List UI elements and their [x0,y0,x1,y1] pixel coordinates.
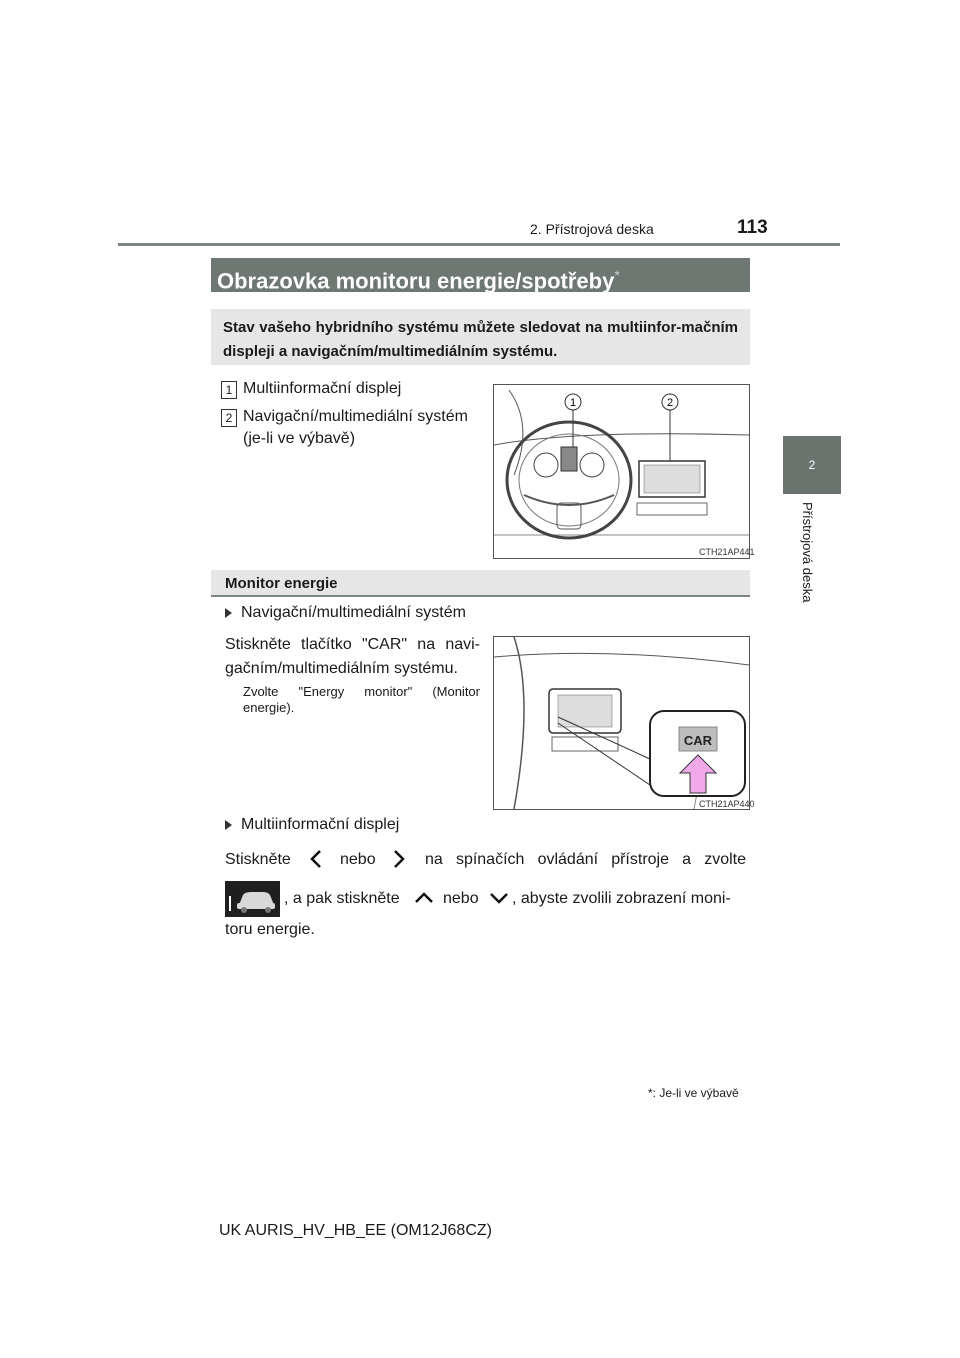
callout-number-1: 1 [221,381,237,399]
footnote [648,1086,739,1100]
head-unit-figure [493,636,750,810]
chevron-up-icon [414,891,434,905]
footnote-text: : Je-li ve výbavě [652,1086,739,1100]
chevron-right-icon [392,849,406,869]
nav-system-instruction: Stiskněte tlačítko "CAR" na navi-gačním/multimediálním systému. [225,636,480,677]
multi-info-heading: Multiinformační displej [241,816,400,833]
header-section-title: 2. Přístrojová deska [530,221,654,237]
dashboard-illustration [494,385,749,558]
chapter-tab [783,436,841,494]
list-item-navigation-system: Navigační/multimediální systém (je-li ve výbavě) [243,408,468,447]
footnote-asterisk: * [648,1086,653,1100]
nav-system-heading: Navigační/multimediální systém [241,604,466,621]
intro-box: Stav vašeho hybridního systému můžete sledovat na multiinfor-mačním displeji a navigačním/multimediálním systému. [211,309,750,365]
head-unit-illustration [494,637,749,809]
chevron-left-icon [309,849,323,869]
car-button-label: CAR [683,733,713,748]
car-display-icon [225,881,280,917]
page-title [211,258,750,292]
bullet-triangle-icon [225,608,232,618]
callout-2-label: 2 [666,397,674,409]
header-divider [118,243,840,246]
instruction-line1-c: na spínačích ovládání přístroje a zvolte [425,851,746,868]
callout-number-2: 2 [221,409,237,427]
figure-code-2: CTH21AP440 [699,799,755,809]
figure-code-1: CTH21AP441 [699,547,755,557]
instruction-line2-a: , a pak stiskněte [284,890,400,907]
instruction-line1-a: Stiskněte [225,851,291,868]
instruction-line1-b: nebo [340,851,376,868]
chapter-tab-label: Přístrojová deska [800,502,815,603]
callout-1-label: 1 [569,397,577,409]
instruction-line2-c: , abyste zvolili zobrazení moni- [512,890,731,907]
page-title-text: Obrazovka monitoru energie/spotřeby [217,268,615,294]
page-number: 113 [737,217,768,238]
chevron-down-icon [489,891,509,905]
chapter-number: 2 [808,458,816,472]
bullet-triangle-icon-2 [225,820,232,830]
title-asterisk: * [614,267,620,283]
footer-model-code: UK AURIS_HV_HB_EE (OM12J68CZ) [219,1222,492,1239]
section-heading-energy-monitor: Monitor energie [211,570,750,597]
chapter-tab-label-wrap [800,502,820,622]
nav-system-note: Zvolte "Energy monitor" (Monitor energie). [243,684,480,715]
list-item-multi-info-display: Multiinformační displej [243,380,402,397]
instruction-line2-b: nebo [443,890,479,907]
instruction-line3: toru energie. [225,921,315,938]
dashboard-figure [493,384,750,559]
